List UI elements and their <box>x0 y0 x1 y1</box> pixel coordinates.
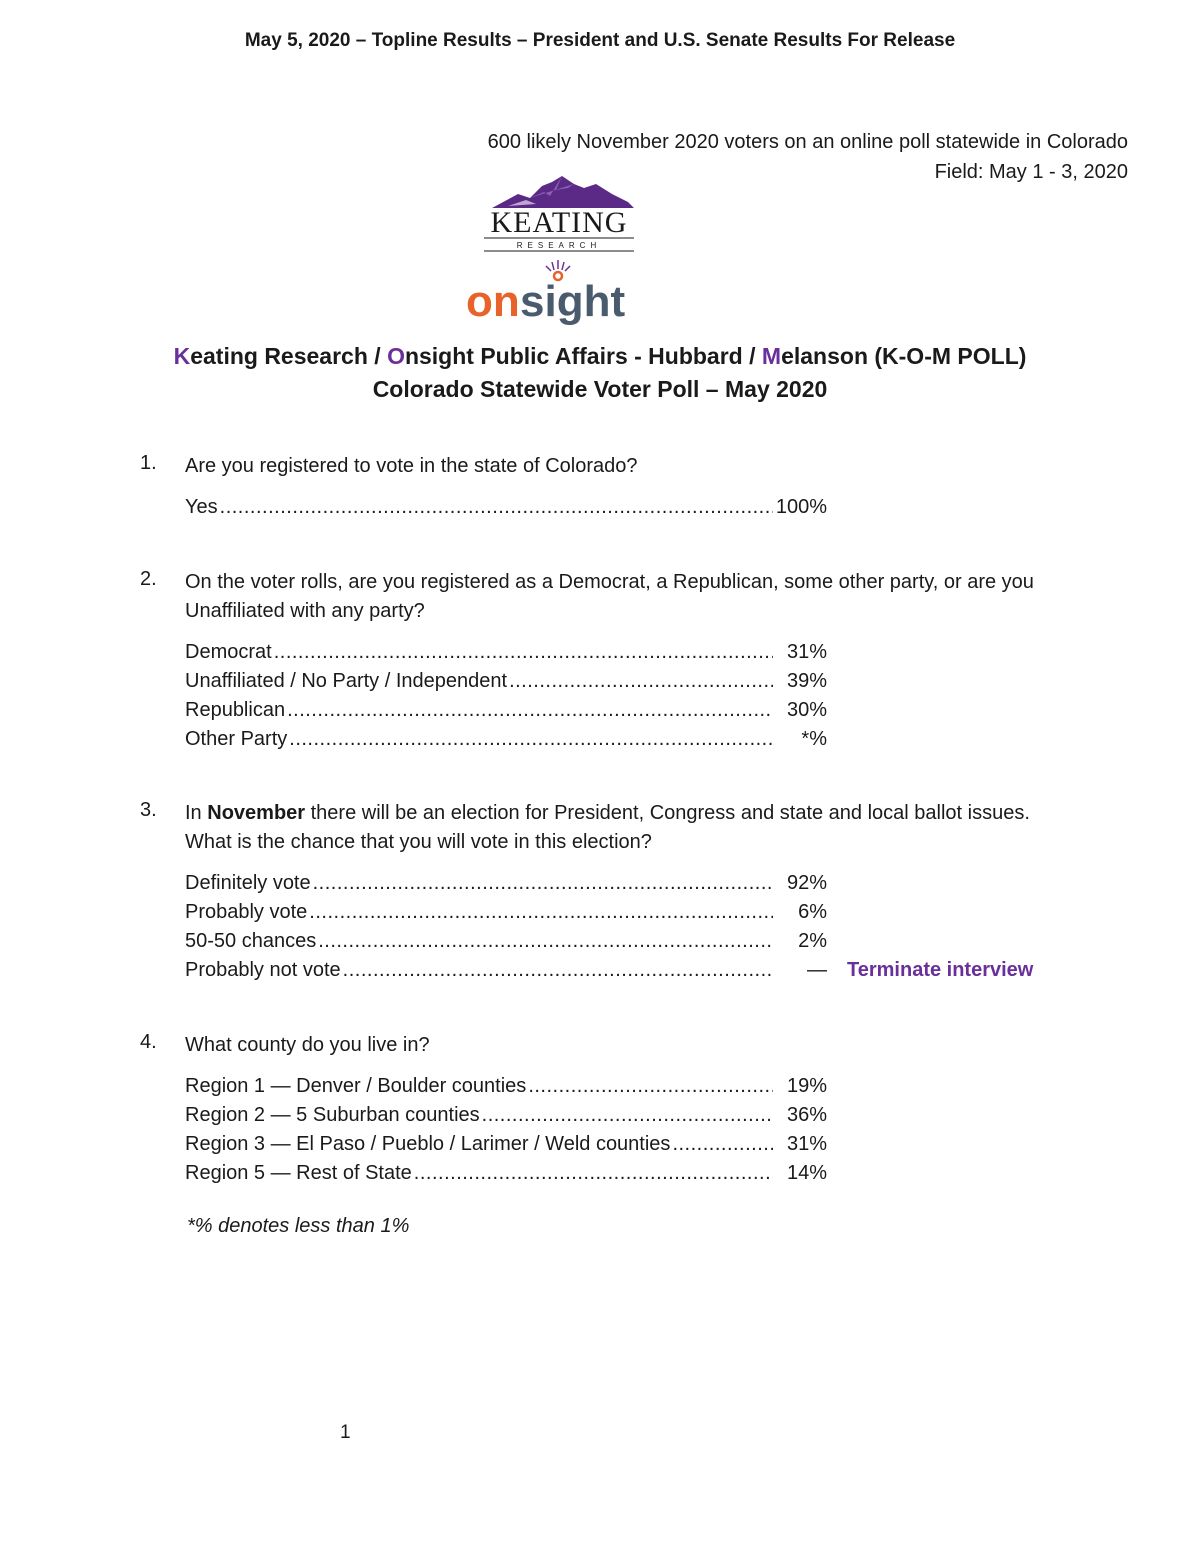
answer-label: Region 3 — El Paso / Pueblo / Larimer / Weld counties <box>185 1133 671 1155</box>
poll-title-line2: Colorado Statewide Voter Poll – May 2020 <box>372 376 828 402</box>
question-text: In November there will be an election for President, Congress and state and local ballot issues. What is the chance that you will vote in this election? <box>185 802 1030 853</box>
svg-text:on: on <box>466 277 520 326</box>
answer-value: 19% <box>786 1075 827 1097</box>
onsight-logo <box>462 258 652 330</box>
answer-value: 100% <box>775 496 827 518</box>
dot-leader <box>309 898 773 927</box>
question-text: Are you registered to vote in the state of Colorado? <box>185 455 638 477</box>
answer-label: Democrat <box>185 641 272 663</box>
dot-leader <box>414 1159 773 1188</box>
answer-label: Region 5 — Rest of State <box>185 1162 412 1184</box>
answer-row <box>185 898 827 927</box>
answer-label: Unaffiliated / No Party / Independent <box>185 670 508 692</box>
answer-value: 39% <box>786 670 827 692</box>
dot-leader <box>672 1130 773 1159</box>
answer-label: Region 2 — 5 Suburban counties <box>185 1104 480 1126</box>
answer-row <box>185 667 827 696</box>
answer-list <box>185 1072 1060 1188</box>
answer-row <box>185 725 827 754</box>
answer-list <box>185 638 1060 754</box>
page-number: 1 <box>340 1422 351 1443</box>
answer-value: 14% <box>786 1162 827 1184</box>
answer-label: 50-50 chances <box>185 930 317 952</box>
question-text: What county do you live in? <box>185 1034 430 1056</box>
question-emphasis: November <box>207 802 306 824</box>
question-number: 1. <box>140 452 157 474</box>
question-2 <box>140 568 1060 754</box>
answer-value: 31% <box>786 641 827 663</box>
answer-row <box>185 1159 827 1188</box>
answer-label: Probably vote <box>185 901 308 923</box>
poll-title <box>0 340 1200 406</box>
dot-leader <box>343 956 773 985</box>
answer-list <box>185 869 1060 985</box>
answer-value: *% <box>801 728 827 750</box>
answer-value: 2% <box>798 930 827 952</box>
poll-field-dates: Field: May 1 - 3, 2020 <box>934 161 1128 183</box>
question-number: 2. <box>140 568 157 590</box>
keating-research-logo <box>478 172 640 254</box>
terminate-note: Terminate interview <box>847 959 1034 981</box>
answer-row <box>185 869 827 898</box>
answer-value: 92% <box>786 872 827 894</box>
dot-leader <box>274 638 773 667</box>
answer-row <box>185 1072 827 1101</box>
answer-value: 31% <box>786 1133 827 1155</box>
answer-value: 36% <box>786 1104 827 1126</box>
page-header: May 5, 2020 – Topline Results – President and U.S. Senate Results For Release <box>244 30 956 51</box>
poll-title-line1: Keating Research / Onsight Public Affairs - Hubbard / Melanson (K-O-M POLL) <box>173 343 1027 369</box>
dot-leader <box>509 667 773 696</box>
answer-row <box>185 493 827 522</box>
question-3 <box>140 799 1060 985</box>
answer-row <box>185 1130 827 1159</box>
dot-leader <box>220 493 773 522</box>
question-4 <box>140 1031 1060 1188</box>
answer-label: Republican <box>185 699 286 721</box>
answer-row <box>185 956 1034 985</box>
dot-leader <box>313 869 773 898</box>
dot-leader <box>528 1072 773 1101</box>
answer-value: 30% <box>786 699 827 721</box>
answer-row <box>185 696 827 725</box>
question-number: 4. <box>140 1031 157 1053</box>
svg-text:KEATING: KEATING <box>490 206 628 239</box>
answer-list <box>185 493 1060 522</box>
answer-label: Yes <box>185 496 218 518</box>
poll-sample-line: 600 likely November 2020 voters on an online poll statewide in Colorado <box>487 131 1128 153</box>
question-1 <box>140 452 1060 522</box>
svg-text:RESEARCH: RESEARCH <box>516 241 602 250</box>
answer-label: Definitely vote <box>185 872 311 894</box>
dot-leader <box>482 1101 773 1130</box>
answer-value: 6% <box>798 901 827 923</box>
question-text: On the voter rolls, are you registered as a Democrat, a Republican, some other party, or are you Unaffiliated with any party? <box>185 571 1034 622</box>
answer-row <box>185 927 827 956</box>
answer-label: Probably not vote <box>185 959 341 981</box>
answer-label: Region 1 — Denver / Boulder counties <box>185 1075 527 1097</box>
dot-leader <box>318 927 773 956</box>
answer-row <box>185 638 827 667</box>
answer-label: Other Party <box>185 728 288 750</box>
answer-row <box>185 1101 827 1130</box>
svg-text:sight: sight <box>520 277 626 326</box>
dot-leader <box>289 725 773 754</box>
dot-leader <box>287 696 773 725</box>
answer-value: — <box>807 959 827 981</box>
question-number: 3. <box>140 799 157 821</box>
footnote: *% denotes less than 1% <box>187 1215 410 1237</box>
